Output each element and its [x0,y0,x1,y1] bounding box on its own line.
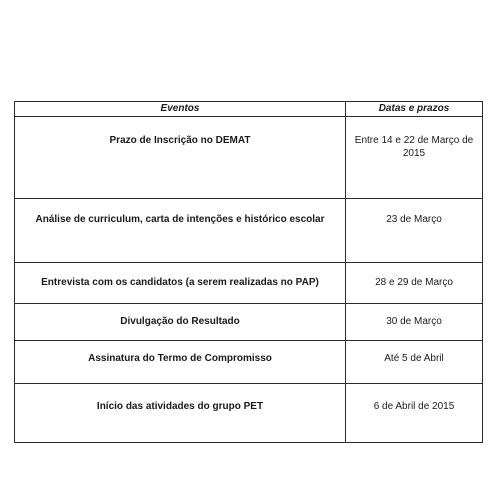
date-text: Entre 14 e 22 de Março de 2015 [354,135,474,159]
date-text: 30 de Março [386,316,442,327]
event-cell [15,304,346,341]
date-text: 6 de Abril de 2015 [373,401,455,412]
table-row [15,341,483,384]
date-text: Até 5 de Abril [384,353,444,364]
event-text: Início das atividades do grupo PET [96,401,264,412]
table-row [15,117,483,199]
header-events: Eventos [15,102,346,117]
date-text: 28 e 29 de Março [375,277,453,288]
event-cell [15,341,346,384]
date-cell [346,384,483,443]
event-text: Análise de curriculum, carta de intenções e histórico escolar [35,214,325,225]
event-text: Divulgação do Resultado [120,316,240,327]
event-cell [15,117,346,199]
table-row [15,384,483,443]
date-text: 23 de Março [386,214,442,225]
table-header [15,102,483,117]
table-body [15,117,483,443]
date-cell [346,263,483,304]
event-text: Prazo de Inscrição no DEMAT [109,135,251,146]
header-row [15,102,483,117]
event-text: Assinatura do Termo de Compromisso [88,353,272,364]
table-row [15,304,483,341]
event-cell [15,384,346,443]
table-row [15,199,483,263]
event-cell [15,263,346,304]
date-cell [346,117,483,199]
table-row [15,263,483,304]
schedule-table [14,101,483,443]
event-text: Entrevista com os candidatos (a serem realizadas no PAP) [41,277,319,288]
date-cell [346,199,483,263]
event-cell [15,199,346,263]
date-cell [346,304,483,341]
date-cell [346,341,483,384]
header-dates: Datas e prazos [346,102,483,117]
